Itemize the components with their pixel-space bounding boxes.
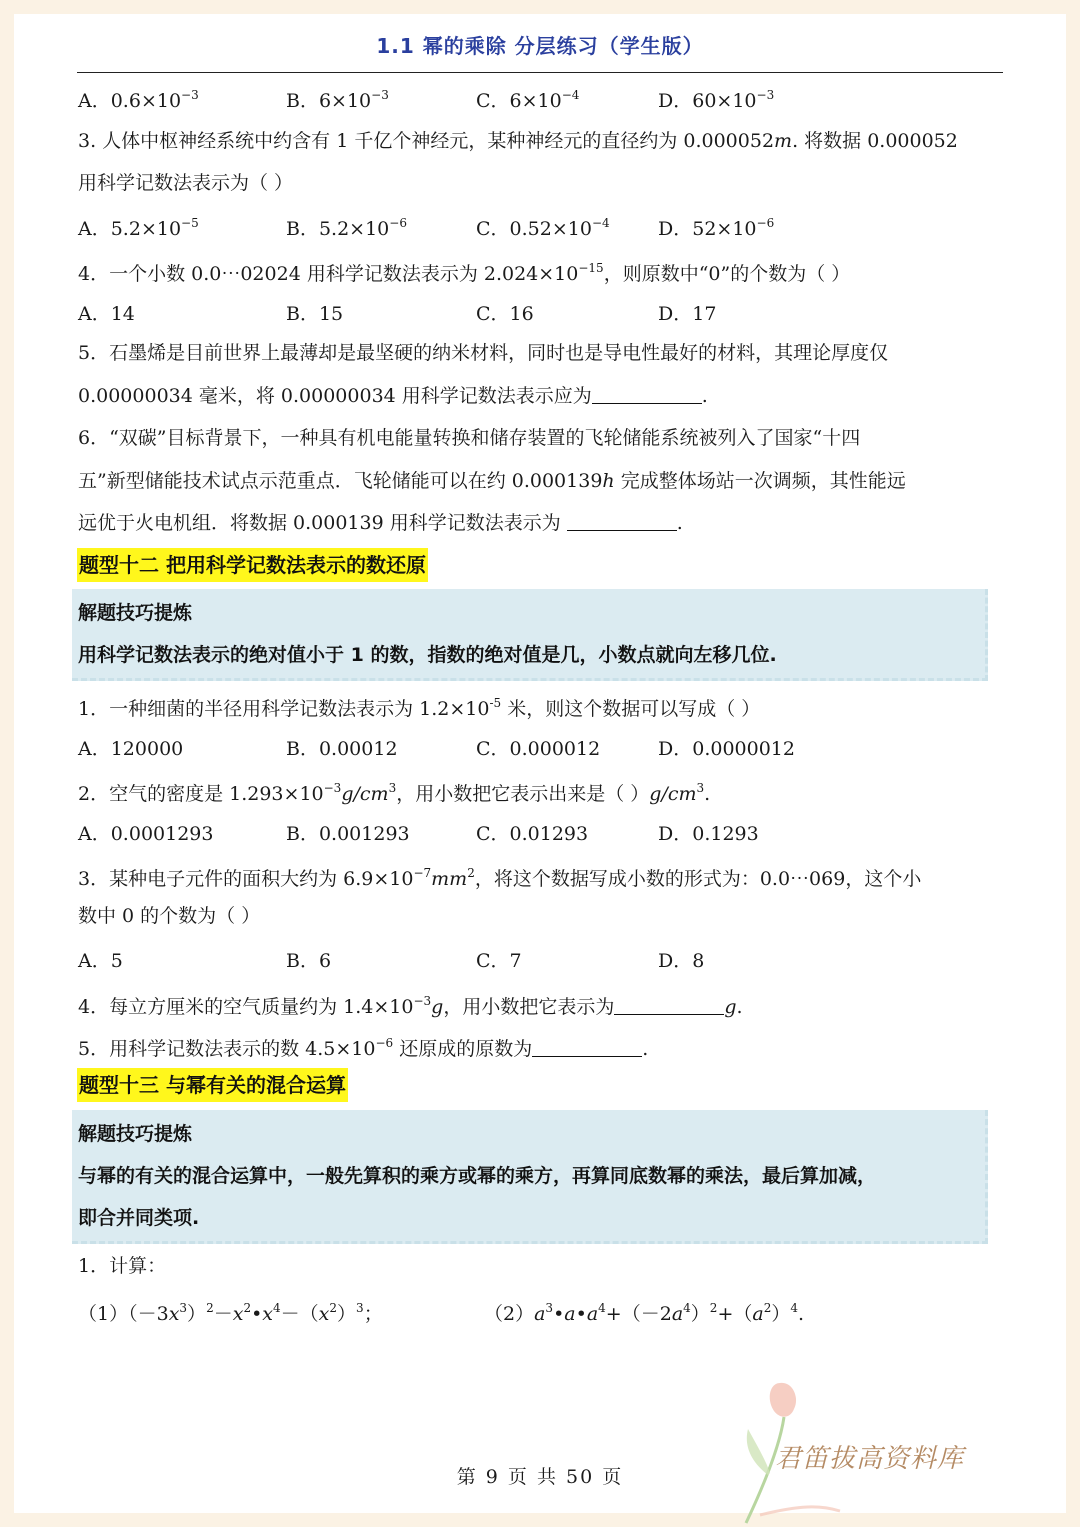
s13-part-1: $(1)(-3x^3)^2-x^2•x^4-(x^2)^3$； bbox=[78, 1301, 383, 1325]
option-d: D．17 bbox=[658, 303, 717, 325]
answer-blank[interactable] bbox=[532, 1038, 642, 1057]
option-a: A．14 bbox=[78, 303, 135, 325]
page-footer: 第 9 页 共 50 页 bbox=[456, 1466, 624, 1488]
s13-part-2: $(2)a^3•a•a^4+(-2a^4)^2+(a^2)^4$. bbox=[484, 1301, 805, 1325]
page-header-title: 1.1 幂的乘除 分层练习（学生版） bbox=[376, 34, 704, 58]
answer-blank[interactable] bbox=[567, 512, 677, 531]
section-13-heading: 题型十三 与幂有关的混合运算 bbox=[77, 1068, 348, 1102]
tip-title: 解题技巧提炼 bbox=[78, 602, 193, 624]
answer-blank[interactable] bbox=[592, 385, 702, 404]
question-3-line2: 用科学记数法表示为（ ） bbox=[78, 172, 294, 194]
option-a: A．120000 bbox=[78, 738, 184, 760]
question-4: 4．一个小数 0.0⋯02024 用科学记数法表示为 $2.024\times 10^{-15}$，则原数中“0”的个数为（ ） bbox=[78, 261, 851, 285]
option-c: C．16 bbox=[476, 303, 534, 325]
question-6-line2: 五”新型储能技术试点示范重点．飞轮储能可以在约 0.000139h 完成整体场站一次调频，其性能远 bbox=[78, 470, 906, 492]
option-b: B．$6\times 10^{-3}$ bbox=[286, 88, 389, 112]
s12-question-2: 2．空气的密度是 $1.293\times 10^{-3}g/cm^3$，用小数把它表示出来是（ ）$g/cm^3$. bbox=[78, 781, 711, 805]
option-a: A．$0.6\times 10^{-3}$ bbox=[78, 88, 199, 112]
option-d: D．0.1293 bbox=[658, 823, 759, 845]
options-row bbox=[0, 734, 1080, 758]
option-c: C．7 bbox=[476, 950, 522, 972]
tip-text: 用科学记数法表示的绝对值小于 1 的数，指数的绝对值是几，小数点就向左移几位. bbox=[78, 644, 777, 666]
tip-title: 解题技巧提炼 bbox=[78, 1123, 193, 1145]
answer-blank[interactable] bbox=[614, 996, 724, 1015]
option-d: D．$52\times 10^{-6}$ bbox=[658, 216, 775, 240]
option-d: D．0.0000012 bbox=[658, 738, 795, 760]
s12-question-1: 1．一种细菌的半径用科学记数法表示为 $1.2\times 10^{-5}$ 米，则这个数据可以写成（ ） bbox=[78, 696, 761, 720]
header-divider bbox=[77, 72, 1003, 73]
tip-box-12 bbox=[72, 589, 988, 681]
option-b: B．0.001293 bbox=[286, 823, 410, 845]
watermark-text: 君笛拔高资料库 bbox=[775, 1444, 965, 1474]
option-a: A．0.0001293 bbox=[78, 823, 214, 845]
option-a: A．$5.2\times 10^{-5}$ bbox=[78, 216, 199, 240]
s12-question-3-line2: 数中 0 的个数为（ ） bbox=[78, 905, 261, 927]
tip-text-line1: 与幂的有关的混合运算中，一般先算积的乘方或幂的乘方，再算同底数幂的乘法，最后算加减， bbox=[78, 1165, 877, 1187]
option-c: C．0.01293 bbox=[476, 823, 589, 845]
s12-question-4: 4．每立方厘米的空气质量约为 $1.4\times 10^{-3}g$，用小数把它表示为 g. bbox=[78, 994, 743, 1018]
options-row bbox=[0, 214, 1080, 238]
option-b: B．15 bbox=[286, 303, 344, 325]
section-12-heading: 题型十二 把用科学记数法表示的数还原 bbox=[77, 548, 428, 582]
s12-question-3-line1: 3．某种电子元件的面积大约为 $6.9\times 10^{-7}mm^2$，将这个数据写成小数的形式为：0.0⋯069，这个小 bbox=[78, 866, 922, 890]
options-row bbox=[0, 946, 1080, 970]
option-c: C．0.000012 bbox=[476, 738, 601, 760]
question-5-line2: 0.00000034 毫米，将 0.00000034 用科学记数法表示应为 . bbox=[78, 385, 708, 407]
options-row bbox=[0, 819, 1080, 843]
option-a: A．5 bbox=[78, 950, 123, 972]
option-b: B．0.00012 bbox=[286, 738, 398, 760]
option-d: D．8 bbox=[658, 950, 705, 972]
tip-text-line2: 即合并同类项. bbox=[78, 1207, 200, 1229]
option-b: B．6 bbox=[286, 950, 332, 972]
question-6-line3: 远优于火电机组．将数据 0.000139 用科学记数法表示为 . bbox=[78, 512, 683, 534]
question-5-line1: 5．石墨烯是目前世界上最薄却是最坚硬的纳米材料，同时也是导电性最好的材料，其理论厚度仅 bbox=[78, 342, 889, 364]
tip-box-13 bbox=[72, 1110, 988, 1244]
options-row bbox=[0, 299, 1080, 323]
question-6-line1: 6．“双碳”目标背景下，一种具有机电能量转换和储存装置的飞轮储能系统被列入了国家“十四 bbox=[78, 427, 861, 449]
option-c: C．$0.52\times 10^{-4}$ bbox=[476, 216, 610, 240]
s12-question-5: 5．用科学记数法表示的数 $4.5\times 10^{-6}$ 还原成的原数为 . bbox=[78, 1036, 649, 1060]
options-row bbox=[0, 86, 1080, 110]
question-3-line1: 3. 人体中枢神经系统中约含有 1 千亿个神经元，某种神经元的直径约为 0.000052m. 将数据 0.000052 bbox=[78, 130, 958, 152]
option-b: B．$5.2\times 10^{-6}$ bbox=[286, 216, 407, 240]
s13-question-1: 1．计算： bbox=[78, 1255, 167, 1277]
option-c: C．$6\times 10^{-4}$ bbox=[476, 88, 580, 112]
option-d: D．$60\times 10^{-3}$ bbox=[658, 88, 775, 112]
